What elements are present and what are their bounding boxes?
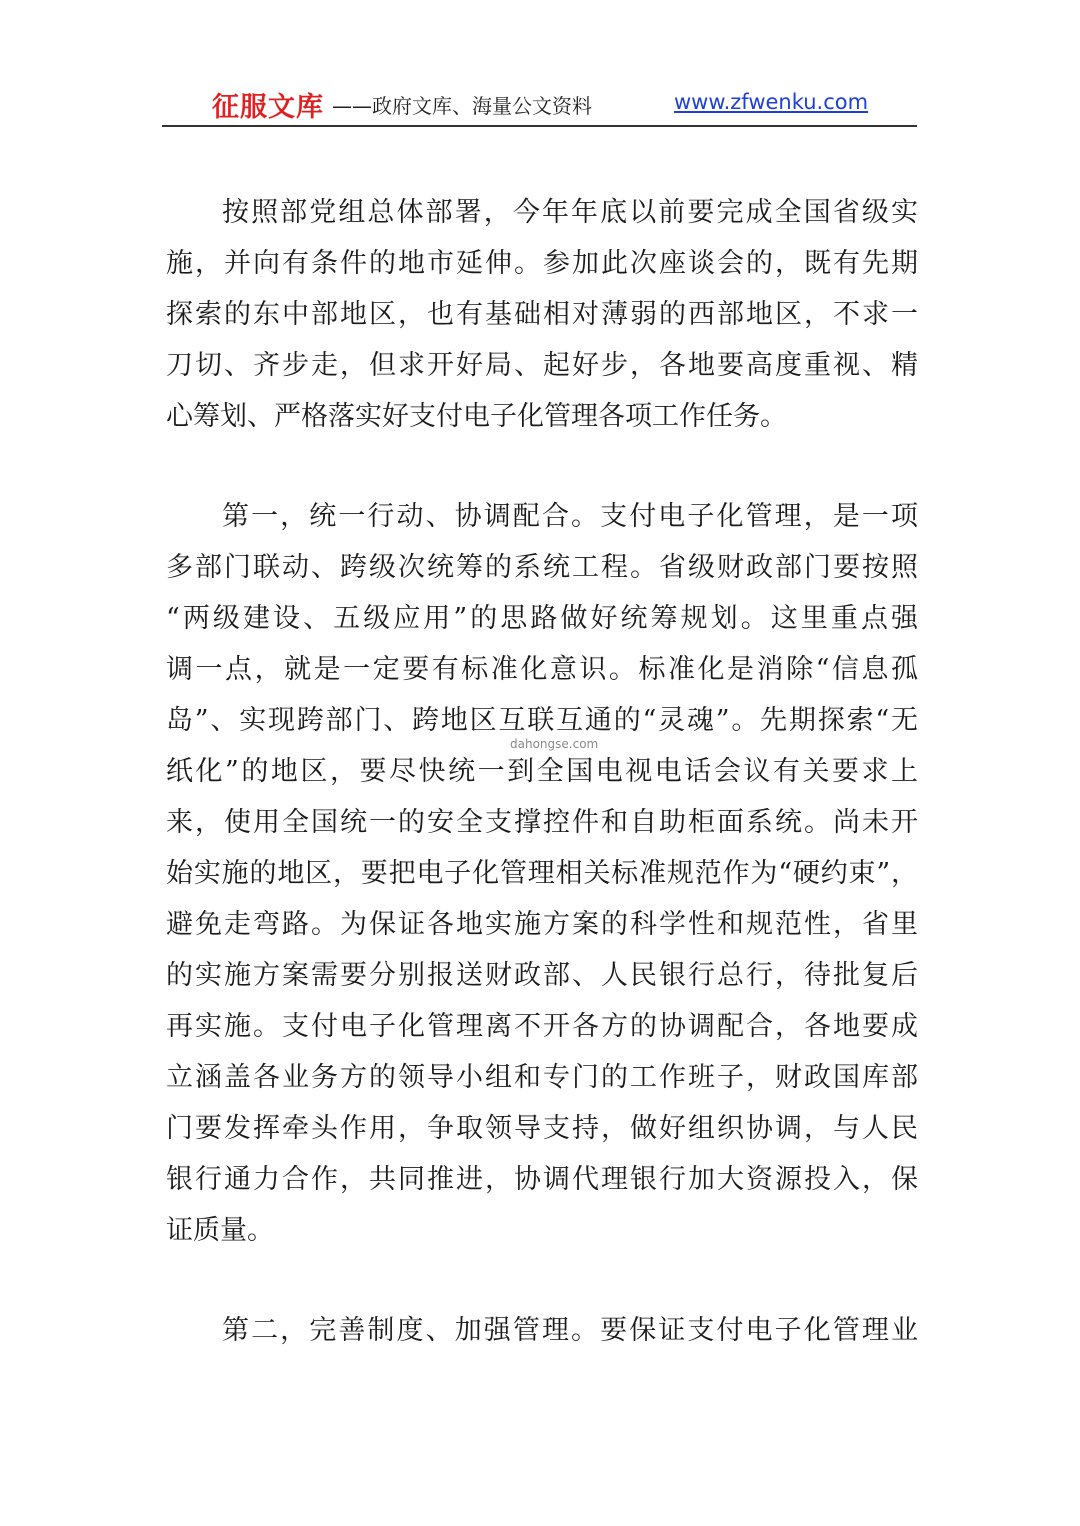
paragraph-3-line-1: 第二，完善制度、加强管理。要保证支付电子化管理业 bbox=[222, 1315, 918, 1346]
header-tagline: ——政府文库、海量公文资料 bbox=[332, 94, 592, 118]
paragraph-2-line-12: 立涵盖各业务方的领导小组和专门的工作班子，财政国库部 bbox=[166, 1062, 918, 1093]
paragraph-2-line-3: “两级建设、五级应用”的思路做好统筹规划。这里重点强 bbox=[166, 603, 918, 634]
paragraph-2-line-6: 纸化”的地区，要尽快统一到全国电视电话会议有关要求上 bbox=[166, 756, 918, 787]
paragraph-2-line-13: 门要发挥牵头作用，争取领导支持，做好组织协调，与人民 bbox=[166, 1113, 918, 1144]
document-header bbox=[162, 84, 918, 124]
paragraph-2-line-9: 避免走弯路。为保证各地实施方案的科学性和规范性，省里 bbox=[166, 909, 918, 940]
paragraph-1-line-2: 施，并向有条件的地市延伸。参加此次座谈会的，既有先期 bbox=[166, 248, 918, 279]
paragraph-1-line-1: 按照部党组总体部署，今年年底以前要完成全国省级实 bbox=[222, 197, 918, 228]
site-link[interactable]: www.zfwenku.com bbox=[674, 90, 869, 114]
paragraph-2-line-8: 始实施的地区，要把电子化管理相关标准规范作为“硬约束”， bbox=[166, 858, 918, 889]
brand-logo-text: 征服文库 bbox=[212, 92, 324, 123]
paragraph-1-line-3: 探索的东中部地区，也有基础相对薄弱的西部地区，不求一 bbox=[166, 299, 918, 330]
paragraph-2-line-5: 岛”、实现跨部门、跨地区互联互通的“灵魂”。先期探索“无 bbox=[166, 705, 918, 736]
watermark-text: dahongse.com bbox=[510, 737, 599, 751]
paragraph-2-line-2: 多部门联动、跨级次统筹的系统工程。省级财政部门要按照 bbox=[166, 552, 918, 583]
header-divider bbox=[162, 125, 917, 127]
paragraph-2-line-4: 调一点，就是一定要有标准化意识。标准化是消除“信息孤 bbox=[166, 654, 918, 685]
paragraph-2-line-7: 来，使用全国统一的安全支撑控件和自助柜面系统。尚未开 bbox=[166, 807, 918, 838]
paragraph-2-line-15: 证质量。 bbox=[166, 1215, 274, 1246]
paragraph-2-line-10: 的实施方案需要分别报送财政部、人民银行总行，待批复后 bbox=[166, 960, 918, 991]
paragraph-2-line-11: 再实施。支付电子化管理离不开各方的协调配合，各地要成 bbox=[166, 1011, 918, 1042]
paragraph-1-line-5: 心筹划、严格落实好支付电子化管理各项工作任务。 bbox=[166, 401, 787, 432]
paragraph-2-line-1: 第一，统一行动、协调配合。支付电子化管理，是一项 bbox=[222, 501, 918, 532]
paragraph-2-line-14: 银行通力合作，共同推进，协调代理银行加大资源投入，保 bbox=[166, 1164, 918, 1195]
paragraph-1-line-4: 刀切、齐步走，但求开好局、起好步，各地要高度重视、精 bbox=[166, 350, 918, 381]
